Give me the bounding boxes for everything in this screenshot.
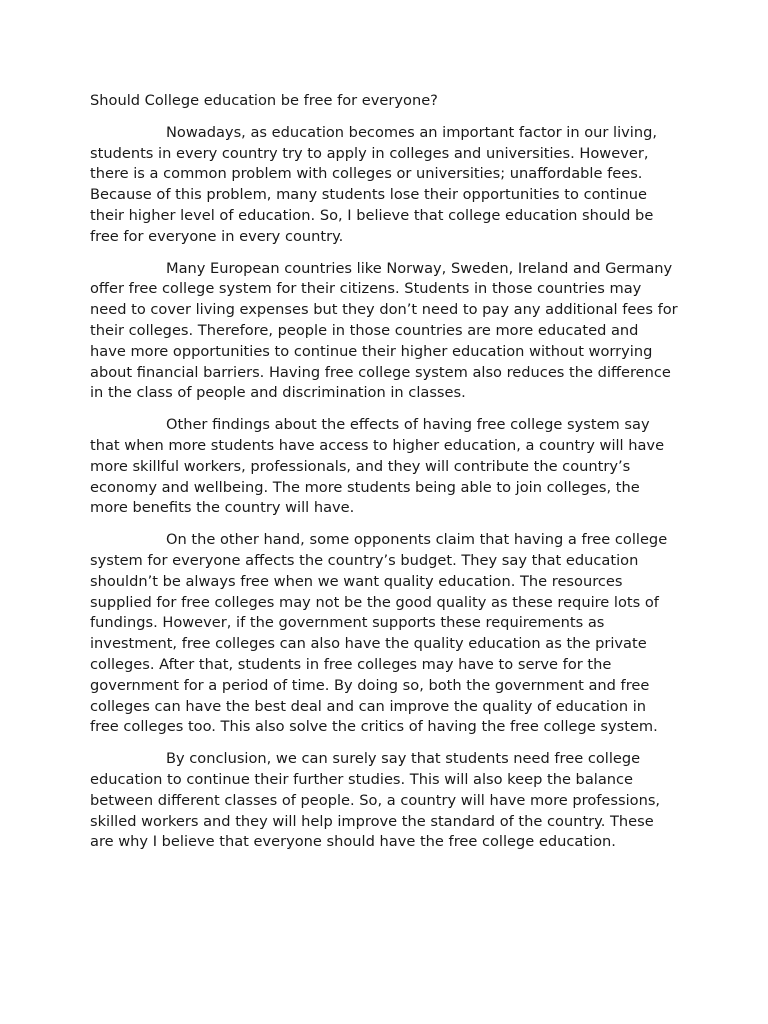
paragraph-other-findings: Other findings about the effects of having free college system say that when more students have access to higher education, a country will have more skillful workers, professionals, and they will contribute the country’s economy and wellbeing. The more students being able to join colleges, the more benefits the country will have. [90,416,665,517]
paragraph-counterargument: On the other hand, some opponents claim that having a free college system for everyone affects the country’s budget. They say that education shouldn’t be always free when we want quality education. The resources supplied for free colleges may not be the good quality as these require lots of fundings. However, if the government supports these requirements as investment, free colleges can also have the quality education as the private colleges. After that, students in free colleges may have to serve for the government for a period of time. By doing so, both the government and free colleges can have the best deal and can improve the quality of education in free colleges too. This also solve the critics of having the free college system. [90,531,668,736]
paragraph-conclusion: By conclusion, we can surely say that students need free college education to continue their further studies. This will also keep the balance between different classes of people. So, a country will have more professions, skilled workers and they will help improve the standard of the country. These are why I believe that everyone should have the free college education. [90,750,661,851]
paragraph-european-examples: Many European countries like Norway, Sweden, Ireland and Germany offer free college system for their citizens. Students in those countries may need to cover living expenses but they don’t need to pay any additional fees for their colleges. Therefore, people in those countries are more educated and have more opportunities to continue their higher education without worrying about financial barriers. Having free college system also reduces the difference in the class of people and discrimination in classes. [90,259,678,402]
document-body [90,91,678,864]
document-title: Should College education be free for everyone? [90,92,438,109]
paragraph-introduction: Nowadays, as education becomes an important factor in our living, students in every country try to apply in colleges and universities. However, there is a common problem with colleges or universities; unaffordable fees. Because of this problem, many students lose their opportunities to continue their higher level of education. So, I believe that college education should be free for everyone in every country. [90,123,657,245]
